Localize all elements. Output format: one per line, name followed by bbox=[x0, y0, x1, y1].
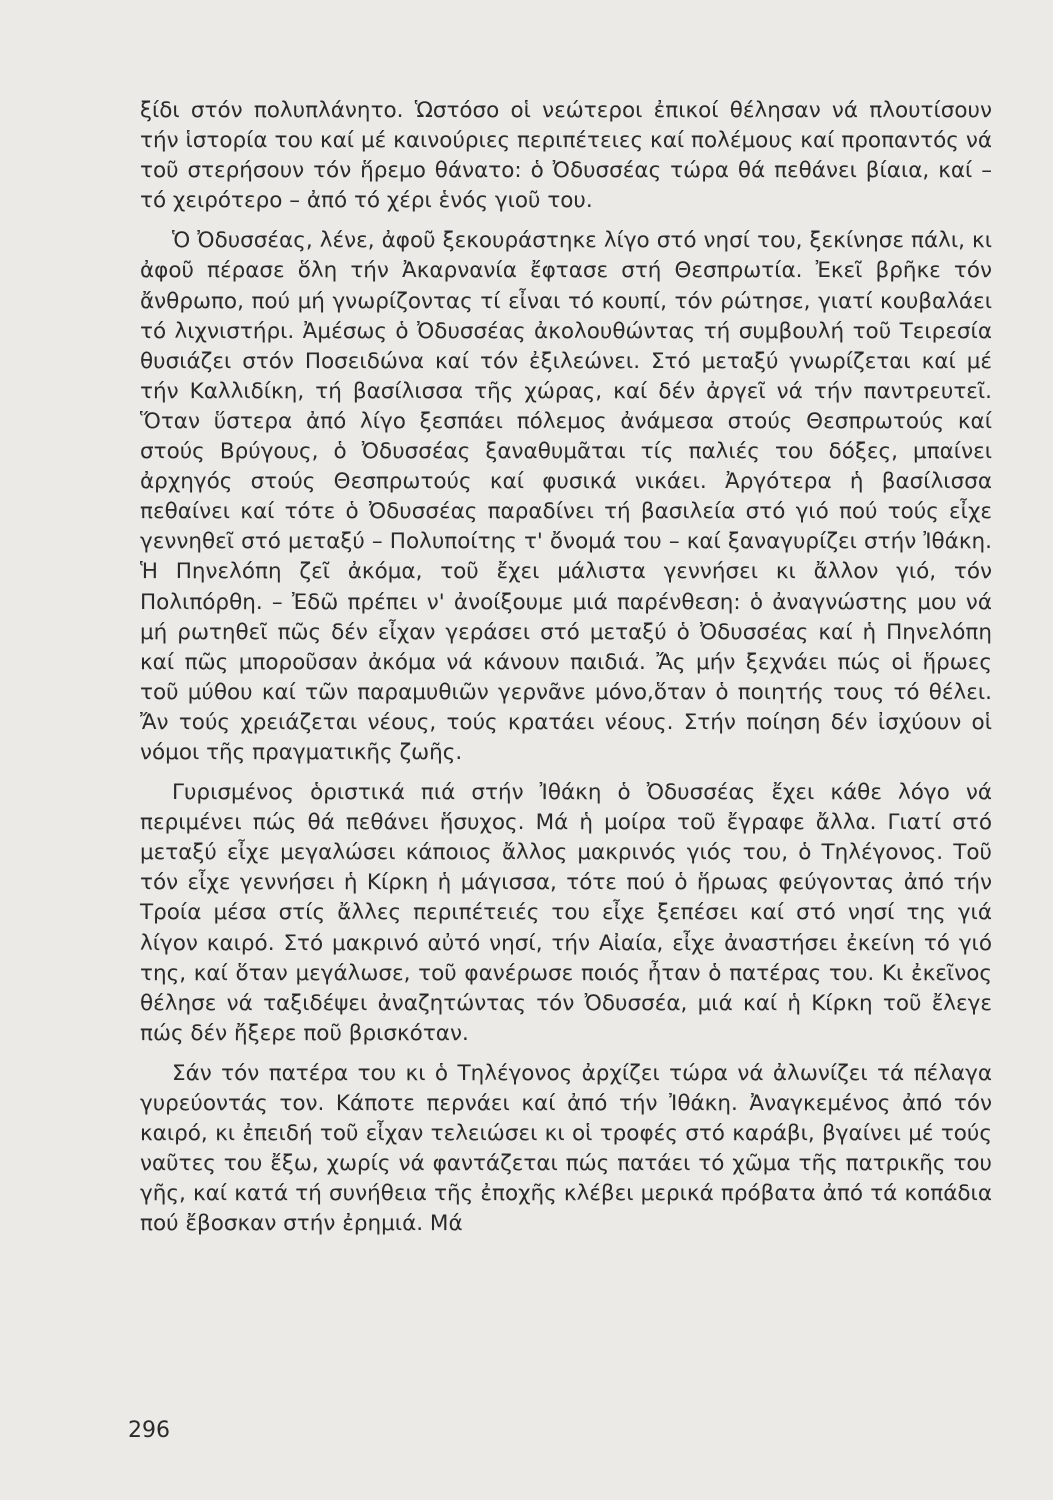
paragraph-telegonus: Γυρισμένος ὁριστικά πιά στήν Ἰθάκη ὁ Ὀδυσσέας ἔχει κάθε λόγο νά περιμένει πώς θά πεθάνει ἥσυχος. Μά ἡ μοίρα τοῦ ἔγραφε ἄλλα. Γιατί στό μεταξύ εἶχε μεγαλώσει κάποιος ἄλλος μακρινός γιός του, ὁ Τηλέγονος. Τοῦ τόν εἶχε γεννήσει ἡ Κίρκη ἡ μάγισσα, τότε πού ὁ ἥρωας φεύγοντας ἀπό τήν Τροία μέσα στίς ἄλλες περιπέτειές του εἶχε ξεπέσει καί στό νησί της γιά λίγον καιρό. Στό μακρινό αὐτό νησί, τήν Αἰαία, εἶχε ἀναστήσει ἐκείνη τό γιό της, καί ὅταν μεγάλωσε, τοῦ φανέρωσε ποιός ἦταν ὁ πατέρας του. Κι ἐκεῖνος θέλησε νά ταξιδέψει ἀναζητώντας τόν Ὀδυσσέα, μιά καί ἡ Κίρκη τοῦ ἔλεγε πώς δέν ἤξερε ποῦ βρισκόταν. bbox=[140, 780, 992, 1046]
paragraph-telegonus-ithaca: Σάν τόν πατέρα του κι ὁ Τηλέγονος ἀρχίζει τώρα νά ἀλωνίζει τά πέλαγα γυρεύοντάς τον. Κάποτε περνάει καί ἀπό τήν Ἰθάκη. Ἀναγκεμένος ἀπό τόν καιρό, κι ἐπειδή τοῦ εἶχαν τελειώσει κι οἱ τροφές στό καράβι, βγαίνει μέ τούς ναῦτες του ἔξω, χωρίς νά φαντάζεται πώς πατάει τό χῶμα τῆς πατρικῆς του γῆς, καί κατά τή συνήθεια τῆς ἐποχῆς κλέβει μερικά πρόβατα ἀπό τά κοπάδια πού ἔβοσκαν στήν ἐρημιά. Μά bbox=[140, 1060, 992, 1237]
page-number: 296 bbox=[128, 1418, 170, 1443]
paragraph-odysseus-thesprotia: Ὁ Ὀδυσσέας, λένε, ἀφοῦ ξεκουράστηκε λίγο στό νησί του, ξεκίνησε πάλι, κι ἀφοῦ πέρασε ὅλη τήν Ἀκαρνανία ἔφτασε στή Θεσπρωτία. Ἐκεῖ βρῆκε τόν ἄνθρωπο, πού μή γνωρίζοντας τί εἶναι τό κουπί, τόν ρώτησε, γιατί κουβαλάει τό λιχνιστήρι. Ἀμέσως ὁ Ὀδυσσέας ἀκολουθώντας τή συμβουλή τοῦ Τειρεσία θυσιάζει στόν Ποσειδώνα καί τόν ἐξιλεώνει. Στό μεταξύ γνωρίζεται καί μέ τήν Καλλιδίκη, τή βασίλισσα τῆς χώρας, καί δέν ἀργεῖ νά τήν παντρευτεῖ. Ὅταν ὕστερα ἀπό λίγο ξεσπάει πόλεμος ἀνάμεσα στούς Θεσπρωτούς καί στούς Βρύγους, ὁ Ὀδυσσέας ξαναθυμᾶται τίς παλιές του δόξες, μπαίνει ἀρχηγός στούς Θεσπρωτούς καί φυσικά νικάει. Ἀργότερα ἡ βασίλισσα πεθαίνει καί τότε ὁ Ὀδυσσέας παραδίνει τή βασιλεία στό γιό πού τούς εἶχε γεννηθεῖ στό μεταξύ – Πολυποίτης τ' ὄνομά του – καί ξαναγυρίζει στήν Ἰθάκη. Ἡ Πηνελόπη ζεῖ ἀκόμα, τοῦ ἔχει μάλιστα γεννήσει κι ἄλλον γιό, τόν Πολιπόρθη. – Ἐδῶ πρέπει ν' ἀνοίξουμε μιά παρένθεση: ὁ ἀναγνώστης μου νά μή ρωτηθεῖ πῶς δέν εἶχαν γεράσει στό μεταξύ ὁ Ὀδυσσέας καί ἡ Πηνελόπη καί πῶς μποροῦσαν ἀκόμα νά κάνουν παιδιά. Ἄς μήν ξεχνάει πώς οἱ ἥρωες τοῦ μύθου καί τῶν παραμυθιῶν γερνᾶνε μόνο,ὅταν ὁ ποιητής τους τό θέλει. Ἄν τούς χρειάζεται νέους, τούς κρατάει νέους. Στήν ποίηση δέν ἰσχύουν οἱ νόμοι τῆς πραγματικῆς ζωῆς. bbox=[140, 228, 992, 765]
body-text bbox=[140, 96, 992, 1249]
paragraph-continuation: ξίδι στόν πολυπλάνητο. Ὡστόσο οἱ νεώτεροι ἐπικοί θέλησαν νά πλουτίσουν τήν ἱστορία του καί μέ καινούριες περιπέτειες καί πολέμους καί προπαντός νά τοῦ στερήσουν τόν ἥρεμο θάνατο: ὁ Ὀδυσσέας τώρα θά πεθάνει βίαια, καί – τό χειρότερο – ἀπό τό χέρι ἑνός γιοῦ του. bbox=[140, 98, 992, 214]
